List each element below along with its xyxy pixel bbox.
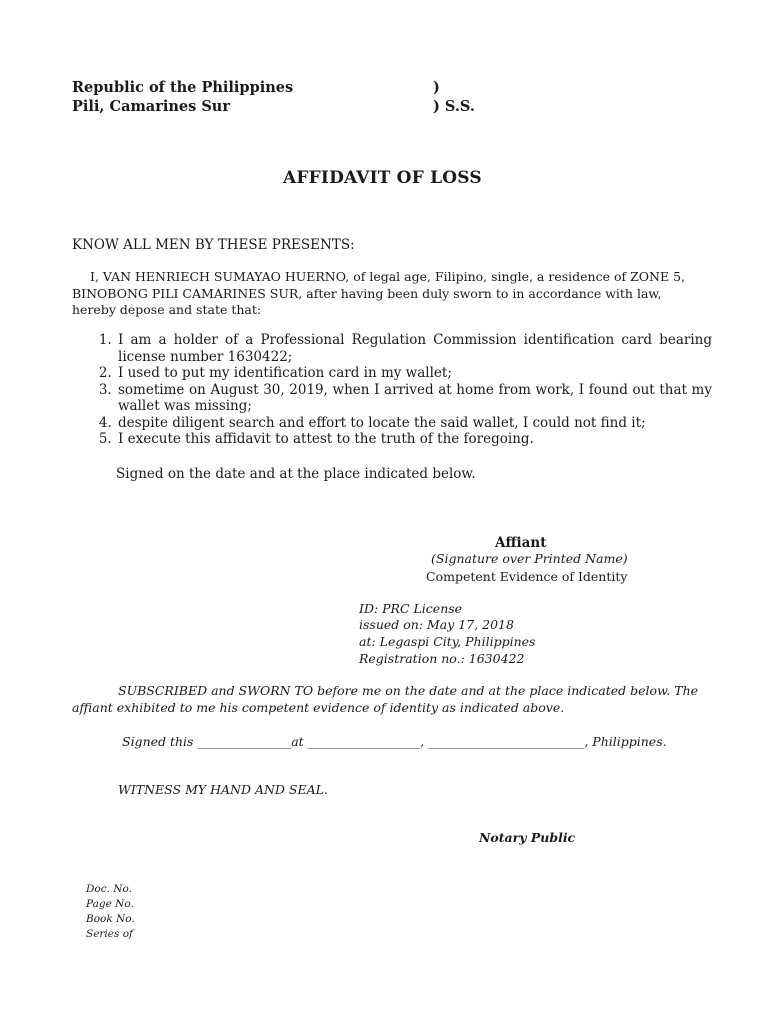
series-label: Series of — [86, 928, 133, 940]
statement-list — [98, 332, 712, 448]
doc-no-label: Doc. No. — [86, 883, 132, 895]
page-no-label: Page No. — [86, 898, 134, 910]
witness-clause: WITNESS MY HAND AND SEAL. — [118, 782, 328, 797]
identity-id: ID: PRC License — [359, 601, 463, 616]
book-no-label: Book No. — [86, 913, 135, 925]
statement-item: 3. sometime on August 30, 2019, when I arrived at home from work, I found out that my wallet was missing; — [116, 382, 712, 415]
venue-paren-1: ) — [433, 79, 440, 96]
venue-line-1: Republic of the Philippines — [72, 79, 294, 96]
signed-note: Signed on the date and at the place indicated below. — [116, 466, 476, 482]
statement-item: 2. I used to put my identification card in my wallet; — [116, 365, 712, 382]
statement-item: 4. despite diligent search and effort to locate the said wallet, I could not find it; — [116, 415, 712, 432]
document-title: AFFIDAVIT OF LOSS — [283, 168, 482, 188]
evidence-label: Competent Evidence of Identity — [426, 569, 628, 584]
venue-ss: ) S.S. — [433, 98, 475, 115]
intro-line-1: I, VAN HENRIECH SUMAYAO HUERNO, of legal age, Filipino, single, a residence of ZONE 5, — [90, 269, 685, 284]
jurat-line-2: affiant exhibited to me his competent evidence of identity as indicated above. — [72, 700, 565, 715]
opening-clause: KNOW ALL MEN BY THESE PRESENTS: — [72, 237, 355, 253]
signed-this-line: Signed this _______________at __________________, _________________________, Philippines. — [122, 734, 667, 749]
intro-line-3: hereby depose and state that: — [72, 302, 262, 317]
statement-item: 1. I am a holder of a Professional Regulation Commission identification card bearing license number 1630422; — [116, 332, 712, 365]
affiant-label: Affiant — [495, 535, 547, 551]
jurat-line-1: SUBSCRIBED and SWORN TO before me on the date and at the place indicated below. The — [118, 683, 699, 698]
signature-note: (Signature over Printed Name) — [431, 551, 628, 566]
notary-public-label: Notary Public — [479, 830, 576, 845]
identity-place: at: Legaspi City, Philippines — [359, 634, 536, 649]
identity-registration: Registration no.: 1630422 — [359, 651, 525, 666]
intro-line-2: BINOBONG PILI CAMARINES SUR, after having been duly sworn to in accordance with law, — [72, 286, 662, 301]
venue-line-2: Pili, Camarines Sur — [72, 98, 230, 115]
statement-item: 5. I execute this affidavit to attest to the truth of the foregoing. — [116, 431, 712, 448]
identity-issued-on: issued on: May 17, 2018 — [359, 617, 514, 632]
